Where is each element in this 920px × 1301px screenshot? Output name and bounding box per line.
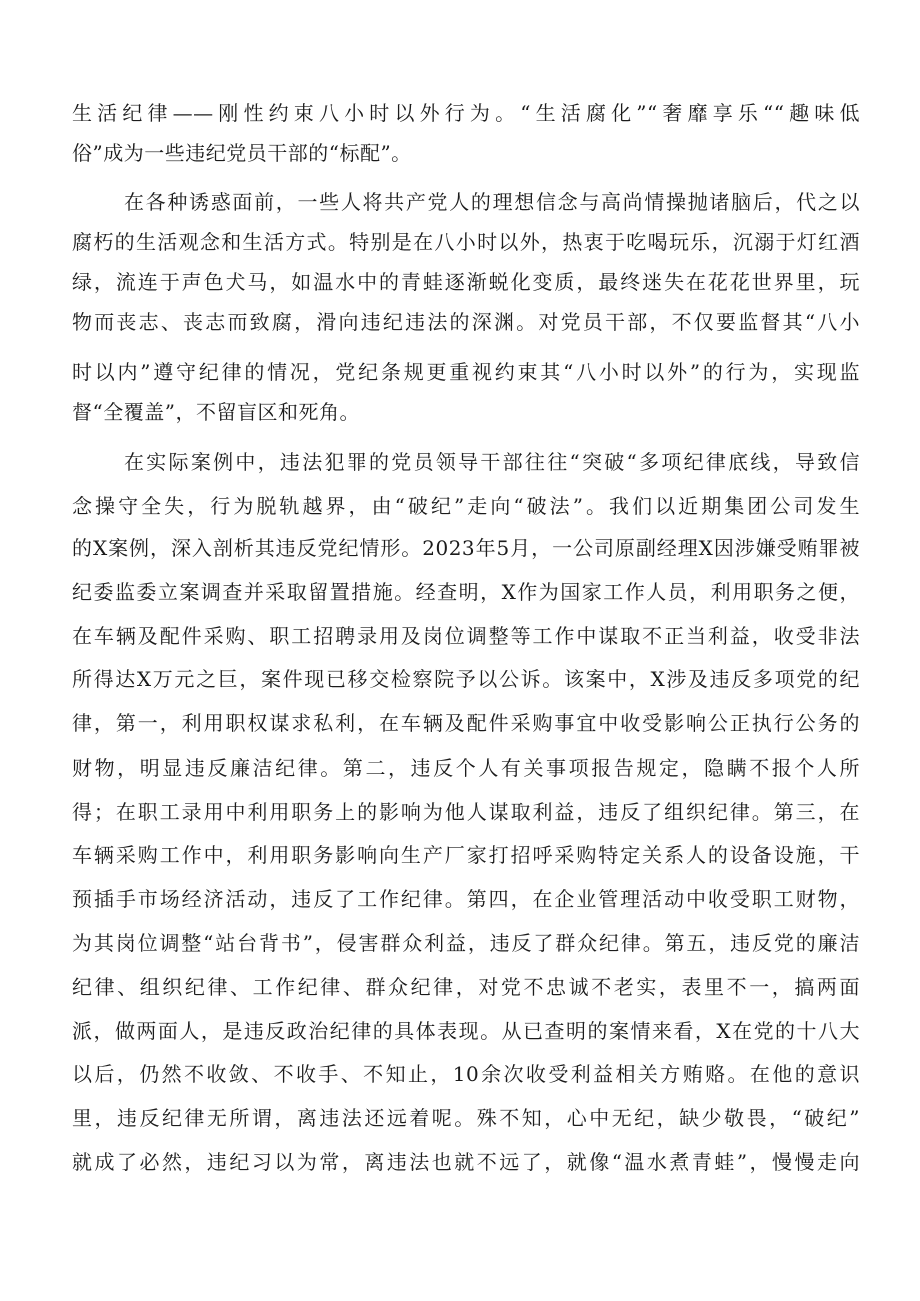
text-line: 得；在职工录用中利用职务上的影响为他人谋取利益，违反了组织纪律。第三，在	[72, 800, 860, 824]
text-line: 念操守全失，行为脱轨越界，由“破纪”走向“破法”。我们以近期集团公司发生	[72, 494, 860, 518]
text-line: 绿，流连于声色犬马，如温水中的青蛙逐渐蜕化变质，最终迷失在花花世界里，玩	[72, 270, 860, 294]
text-line: 车辆采购工作中，利用职务影响向生产厂家打招呼采购特定关系人的设备设施，干	[72, 843, 860, 867]
text-line: 在实际案例中，违法犯罪的党员领导干部往往“突破“多项纪律底线，导致信	[124, 450, 860, 474]
text-line: 纪委监委立案调查并采取留置措施。经查明，X作为国家工作人员，利用职务之便，	[72, 580, 860, 604]
text-line: 在各种诱惑面前，一些人将共产党人的理想信念与高尚情操抛诸脑后，代之以	[124, 190, 860, 214]
text-line: 时以内”遵守纪律的情况，党纪条规更重视约束其“八小时以外”的行为，实现监	[72, 360, 860, 384]
text-line: 以后，仍然不收敛、不收手、不知止，10余次收受利益相关方贿赂。在他的意识	[72, 1062, 860, 1086]
text-line: 腐朽的生活观念和生活方式。特别是在八小时以外，热衷于吃喝玩乐，沉溺于灯红酒	[72, 230, 860, 254]
text-line: 的X案例，深入剖析其违反党纪情形。2023年5月，一公司原副经理X因涉嫌受贿罪被	[72, 536, 860, 560]
text-line: 财物，明显违反廉洁纪律。第二，违反个人有关事项报告规定，隐瞒不报个人所	[72, 756, 860, 780]
text-line: 生活纪律——刚性约束八小时以外行为。“生活腐化”“奢靡享乐““趣味低	[72, 101, 860, 125]
text-line: 预插手市场经济活动，违反了工作纪律。第四，在企业管理活动中收受职工财物，	[72, 887, 860, 911]
text-line: 在车辆及配件采购、职工招聘录用及岗位调整等工作中谋取不正当利益，收受非法	[72, 624, 860, 648]
text-line: 就成了必然，违纪习以为常，离违法也就不远了，就像“温水煮青蛙”，慢慢走向	[72, 1150, 860, 1174]
text-line: 俗”成为一些违纪党员干部的“标配”。	[72, 141, 412, 165]
text-line: 纪律、组织纪律、工作纪律、群众纪律，对党不忠诚不老实，表里不一，搞两面	[72, 975, 860, 999]
text-line: 里，违反纪律无所谓，离违法还远着呢。殊不知，心中无纪，缺少敬畏，“破纪”	[72, 1106, 860, 1130]
text-line: 派，做两面人，是违反政治纪律的具体表现。从已查明的案情来看，X在党的十八大	[72, 1019, 860, 1043]
text-line: 物而丧志、丧志而致腐，滑向违纪违法的深渊。对党员干部，不仅要监督其“八小	[72, 310, 860, 334]
text-line: 为其岗位调整“站台背书”，侵害群众利益，违反了群众纪律。第五，违反党的廉洁	[72, 931, 860, 955]
text-line: 督“全覆盖”，不留盲区和死角。	[72, 400, 360, 424]
text-line: 律，第一，利用职权谋求私利，在车辆及配件采购事宜中收受影响公正执行公务的	[72, 711, 860, 735]
text-line: 所得达X万元之巨，案件现已移交检察院予以公诉。该案中，X涉及违反多项党的纪	[72, 667, 860, 691]
